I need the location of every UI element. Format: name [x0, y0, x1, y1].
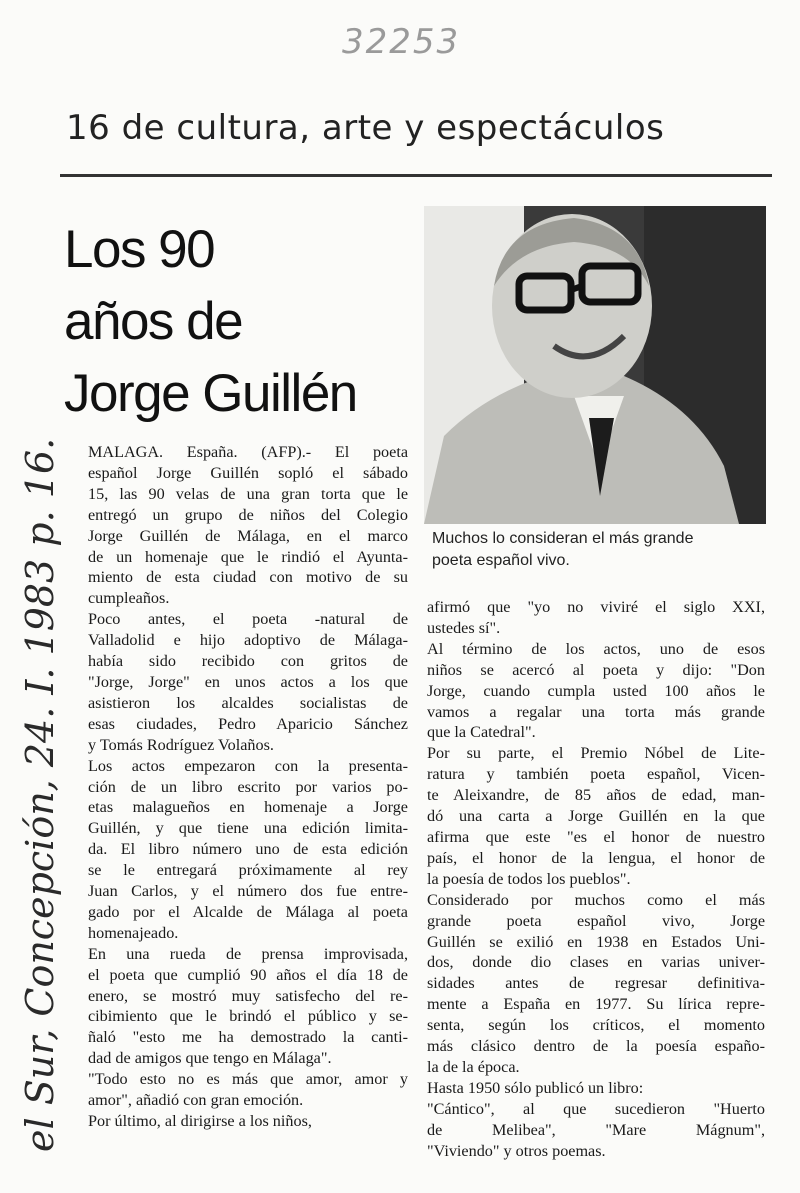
text-line: Considerado por muchos como el más	[427, 890, 765, 909]
text-line: dó una carta a Jorge Guillén en la que	[427, 807, 765, 826]
text-line: español Jorge Guillén sopló el sábado	[88, 463, 408, 482]
text-line: vamos a regalar una torta más grande	[427, 702, 765, 721]
text-line: afirma que este "es el honor de nuestro	[427, 827, 765, 846]
caption-line: Muchos lo consideran el más grande	[432, 530, 694, 547]
text-line: enero, se mostró muy satisfecho del re-	[88, 986, 408, 1005]
text-line: Los actos empezaron con la presenta-	[88, 756, 408, 775]
text-line: que la Catedral".	[427, 723, 536, 742]
text-line: MALAGA. España. (AFP).- El poeta	[88, 443, 408, 461]
text-line: Guillén, y que tiene una edición limita-	[88, 819, 408, 838]
text-line: cibimiento que le brindó el público y se-	[88, 1007, 408, 1026]
text-line: mente a España en 1977. Su lírica repre-	[427, 995, 765, 1014]
text-line: sidades antes de regresar definitiva-	[427, 974, 765, 993]
article-column-1	[88, 442, 408, 1132]
text-line: ñaló "esto me ha demostrado la canti-	[88, 1028, 408, 1047]
text-line: "Cántico", al que sucedieron "Huerto	[427, 1099, 765, 1118]
text-line: se le entregará próximamente al rey	[88, 861, 408, 880]
text-line: miento de esta ciudad con motivo de su	[88, 568, 408, 587]
text-line: ción de un libro escrito por varios po-	[88, 777, 408, 796]
text-line: gado por el Alcalde de Málaga al poeta	[88, 902, 408, 921]
headline-line: Jorge Guillén	[64, 364, 357, 423]
text-line: Poco antes, el poeta -natural de	[88, 610, 408, 629]
portrait-photo-icon	[424, 206, 766, 524]
text-line: el poeta que cumplió 90 años el día 18 de	[88, 965, 408, 984]
text-line: entregó un grupo de niños del Colegio	[88, 505, 408, 524]
text-line: niños se acercó al poeta y dijo: "Don	[427, 660, 765, 679]
headline	[64, 214, 424, 430]
photo-caption	[432, 528, 772, 572]
text-line: Jorge, cuando cumpla usted 100 años le	[427, 681, 765, 700]
headline-line: años de	[64, 292, 243, 351]
text-line: ustedes sí".	[427, 618, 501, 637]
text-line: dad de amigos que tengo en Málaga".	[88, 1049, 332, 1068]
text-line: En una rueda de prensa improvisada,	[88, 944, 408, 963]
text-line: Juan Carlos, y el número dos fue entre-	[88, 882, 408, 901]
text-line: ratura y también poeta español, Vicen-	[427, 765, 765, 784]
archive-number: 32253	[342, 22, 461, 62]
handwritten-margin-note: el Sur, Concepción, 24. I. 1983 p. 16.	[18, 437, 62, 1152]
text-line: dos, donde dio clases en varias univer-	[427, 953, 765, 972]
text-line: país, el honor de la lengua, el honor de	[427, 848, 765, 867]
caption-line: poeta español vivo.	[432, 552, 570, 569]
text-line: la poesía de todos los pueblos".	[427, 869, 631, 888]
text-line: amor", añadió con gran emoción.	[88, 1091, 304, 1110]
text-line: la de la época.	[427, 1057, 520, 1076]
text-line: Al término de los actos, uno de esos	[427, 639, 765, 658]
text-line: "Viviendo" y otros poemas.	[427, 1141, 606, 1160]
text-line: Por último, al dirigirse a los niños,	[88, 1112, 312, 1130]
text-line: más clásico dentro de la poesía españo-	[427, 1037, 765, 1056]
text-line: homenajeado.	[88, 923, 179, 942]
text-line: de Melibea", "Mare Mágnum",	[427, 1120, 765, 1139]
text-line: Por su parte, el Premio Nóbel de Lite-	[427, 744, 765, 763]
text-line: asistieron los alcaldes socialistas de	[88, 693, 408, 712]
headline-line: Los 90	[64, 220, 215, 279]
text-line: había sido recibido con gritos de	[88, 652, 408, 671]
text-line: y Tomás Rodríguez Volaños.	[88, 735, 274, 754]
text-line: "Jorge, Jorge" en unos actos a los que	[88, 672, 408, 691]
text-line: Hasta 1950 sólo publicó un libro:	[427, 1078, 644, 1097]
section-header: 16 de cultura, arte y espectáculos	[66, 108, 665, 148]
text-line: da. El libro número uno de esta edición	[88, 840, 408, 859]
article-column-2	[427, 597, 765, 1161]
text-line: Guillén se exilió en 1938 en Estados Uni-	[427, 932, 765, 951]
text-line: afirmó que "yo no viviré el siglo XXI,	[427, 598, 765, 616]
text-line: Jorge Guillén de Málaga, en el marco	[88, 526, 408, 545]
text-line: "Todo esto no es más que amor, amor y	[88, 1070, 408, 1089]
text-line: grande poeta español vivo, Jorge	[427, 911, 765, 930]
text-line: de un homenaje que le rindió el Ayunta-	[88, 547, 408, 566]
header-rule	[60, 174, 772, 177]
text-line: cumpleaños.	[88, 589, 170, 608]
text-line: etas malagueños en homenaje a Jorge	[88, 798, 408, 817]
text-line: esas ciudades, Pedro Aparicio Sánchez	[88, 714, 408, 733]
text-line: te Aleixandre, de 85 años de edad, man-	[427, 786, 765, 805]
text-line: 15, las 90 velas de una gran torta que le	[88, 484, 408, 503]
text-line: Valladolid e hijo adoptivo de Málaga-	[88, 631, 408, 650]
text-line: senta, según los críticos, el momento	[427, 1016, 765, 1035]
